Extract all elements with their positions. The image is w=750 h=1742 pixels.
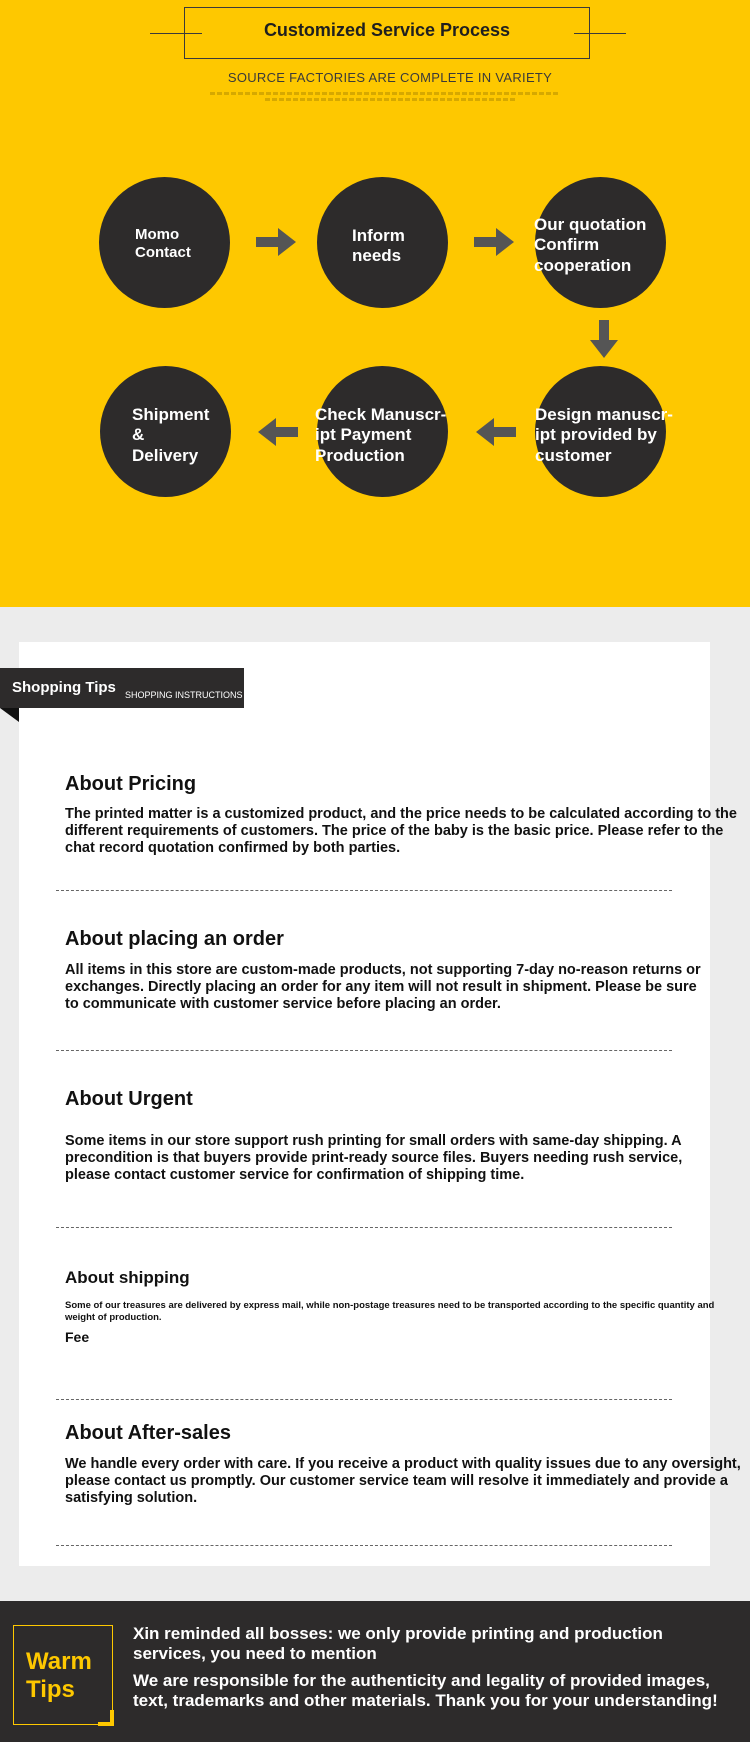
arrow-right-icon [256,228,298,256]
step-label: Design manuscr- ipt provided by customer [535,405,673,465]
tab-title: Shopping Tips [12,679,116,696]
divider [56,1050,672,1051]
step-label: Our quotation Confirm cooperation [534,215,647,275]
step-label: Check Manuscr- ipt Payment Production [315,405,447,465]
arrow-down-icon [590,320,618,360]
section-title-aftersales: About After-sales [65,1422,231,1444]
step-label: Shipment & Delivery [132,405,210,465]
service-process-section [0,0,750,607]
warm-tips-badge [13,1625,113,1725]
warm-tips-badge-text: Warm Tips [26,1648,92,1703]
divider [56,1399,672,1400]
step-label: Inform needs [352,226,405,266]
divider [56,890,672,891]
section-title-shipping: About shipping [65,1268,190,1287]
process-subtitle: SOURCE FACTORIES ARE COMPLETE IN VARIETY [227,70,553,85]
shipping-fee-label: Fee [65,1329,90,1345]
section-body-shipping: Some of our treasures are delivered by express mail, while non-postage treasures need to be transported according to the specific quantity and weight of production. [65,1300,715,1323]
section-title-pricing: About Pricing [65,773,197,795]
decorative-fine-print [265,98,515,101]
section-body-order: All items in this store are custom-made products, not supporting 7-day no-reason returns or exchanges. Directly placing an order for any item will not result in shipment. Please be sure to communicate with customer service before placing an order. [65,962,701,1012]
shopping-tips-tab [0,668,244,708]
tab-subtitle: SHOPPING INSTRUCTIONS [125,690,243,700]
divider [56,1545,672,1546]
arrow-left-icon [256,418,298,446]
arrow-left-icon [474,418,516,446]
section-title-urgent: About Urgent [65,1088,193,1110]
badge-corner-accent [98,1710,114,1726]
arrow-right-icon [474,228,516,256]
process-title: Customized Service Process [263,20,511,40]
step-label: Momo Contact [135,226,191,261]
section-body-urgent: Some items in our store support rush printing for small orders with same-day shipping. A precondition is that buyers provide print-ready source files. Buyers needing rush service, please contact customer service for confirmation of shipping time. [65,1133,683,1183]
footer-notice-line-1: Xin reminded all bosses: we only provide printing and production services, you need to mention [133,1624,663,1663]
decorative-fine-print [210,92,560,95]
tab-fold-corner [0,708,19,722]
section-body-pricing: The printed matter is a customized product, and the price needs to be calculated according to the different requirements of customers. The price of the baby is the basic price. Please refer to the chat record quotation confirmed by both parties. [65,806,737,856]
section-title-order: About placing an order [65,928,284,950]
footer-notice-line-2: We are responsible for the authenticity and legality of provided images, text, trademarks and other materials. Thank you for your understanding! [133,1671,718,1710]
section-body-aftersales: We handle every order with care. If you receive a product with quality issues due to any oversight, please contact us promptly. Our customer service team will resolve it immediately and provide a satisfying solution. [65,1456,741,1506]
divider [56,1227,672,1228]
warm-tips-footer [0,1601,750,1742]
